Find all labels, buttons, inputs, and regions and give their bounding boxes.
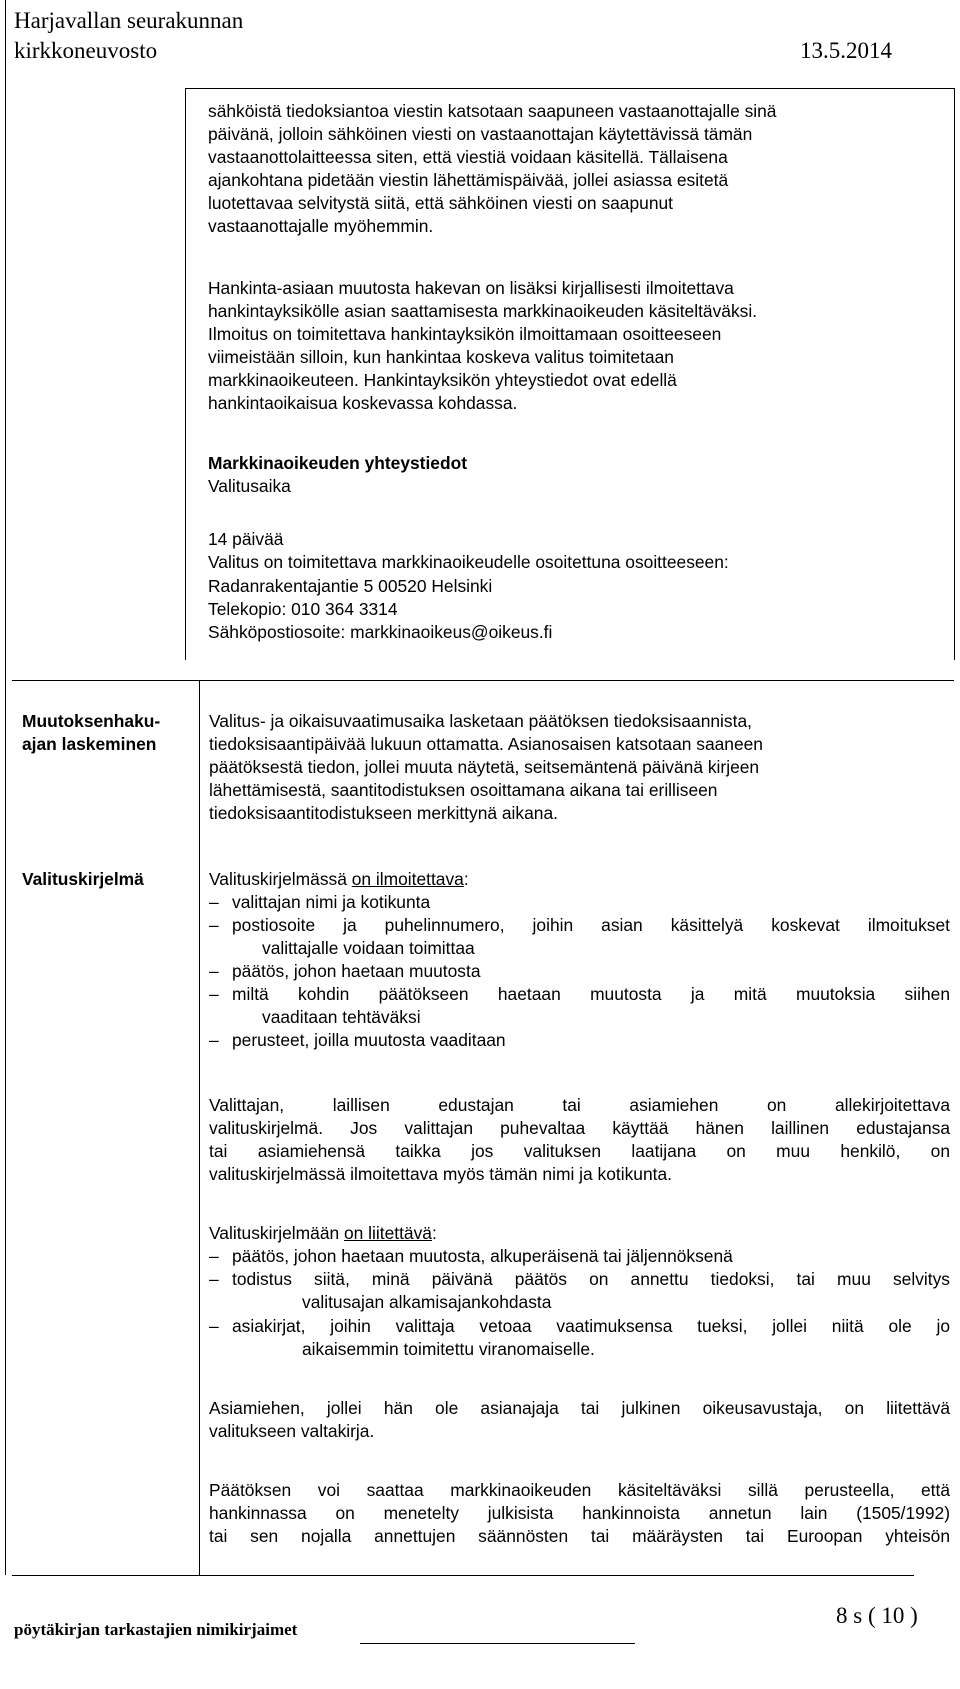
required-item-5: perusteet, joilla muutosta vaaditaan: [232, 1030, 506, 1050]
top-p2-line-4: viimeistään silloin, kun hankintaa koskeva valitus toimitetaan: [208, 347, 674, 367]
top-block-right-border: [954, 88, 955, 660]
bullet-dash: –: [209, 1246, 219, 1266]
valitusaika-days: 14 päivää: [208, 529, 284, 549]
attach-item-2-cont: valitusajan alkamisajankohdasta: [302, 1292, 552, 1312]
attach-intro-underlined: on liitettävä: [344, 1223, 432, 1243]
calc-line-1: Valitus- ja oikaisuvaatimusaika lasketaan päätöksen tiedoksisaannista,: [209, 711, 752, 731]
required-item-4: miltä kohdin päätökseen haetaan muutosta ja mitä muutoksia siihen: [232, 984, 950, 1004]
letter-intro: Valituskirjelmässä on ilmoitettava:: [209, 869, 469, 889]
top-p2-line-2: hankintayksikölle asian saattamisesta markkinaoikeuden käsiteltäväksi.: [208, 301, 758, 321]
section-divider-line: [12, 680, 954, 681]
market-para-line-2: hankinnassa on menetelty julkisista hankinnoista annetun lain (1505/1992): [209, 1503, 950, 1523]
sign-para-line-2: valituskirjelmä. Jos valittajan puhevaltaa käyttää hänen laillinen edustajansa: [209, 1118, 950, 1138]
top-p1-line-6: vastaanottajalle myöhemmin.: [208, 216, 434, 236]
header-organization: Harjavallan seurakunnan: [14, 8, 244, 33]
header-body: kirkkoneuvosto: [14, 38, 158, 63]
calc-line-5: tiedoksisaantitodistukseen merkittynä aikana.: [209, 803, 558, 823]
bullet-dash: –: [209, 1316, 219, 1336]
court-fax: Telekopio: 010 364 3314: [208, 599, 398, 619]
signature-line: [360, 1643, 635, 1644]
content-column-border: [199, 680, 200, 1575]
required-item-1: valittajan nimi ja kotikunta: [232, 892, 431, 912]
contact-heading: Markkinaoikeuden yhteystiedot: [208, 453, 467, 473]
court-email: Sähköpostiosoite: markkinaoikeus@oikeus.fi: [208, 622, 553, 642]
valitusaika-label: Valitusaika: [208, 476, 291, 496]
market-para-line-3: tai sen nojalla annettujen säännösten tai määräysten tai Euroopan yhteisön: [209, 1526, 950, 1546]
top-p1-line-3: vastaanottolaitteessa siten, että viestiä voidaan käsitellä. Tällaisena: [208, 147, 728, 167]
letter-section-label: Valituskirjelmä: [22, 869, 144, 889]
sign-para-line-4: valituskirjelmässä ilmoitettava myös tämän nimi ja kotikunta.: [209, 1164, 672, 1184]
signatures-label: pöytäkirjan tarkastajien nimikirjaimet: [14, 1620, 298, 1639]
top-p2-line-3: Ilmoitus on toimitettava hankintayksikön ilmoittamaan osoitteeseen: [208, 324, 722, 344]
top-p1-line-1: sähköistä tiedoksiantoa viestin katsotaan saapuneen vastaanottajalle sinä: [208, 101, 777, 121]
bullet-dash: –: [209, 961, 219, 981]
calc-section-label-2: ajan laskeminen: [22, 734, 157, 754]
calc-line-3: päätöksestä tiedon, jollei muuta näytetä, seitsemäntenä päivänä kirjeen: [209, 757, 760, 777]
top-p2-line-6: hankintaoikaisua koskevassa kohdassa.: [208, 393, 518, 413]
left-page-border: [5, 0, 6, 1575]
market-para-line-1: Päätöksen voi saattaa markkinaoikeuden käsiteltäväksi sillä perusteella, että: [209, 1480, 950, 1500]
top-p2-line-1: Hankinta-asiaan muutosta hakevan on lisäksi kirjallisesti ilmoitettava: [208, 278, 734, 298]
header-date: 13.5.2014: [800, 38, 892, 63]
letter-intro-underlined: on ilmoitettava: [351, 869, 464, 889]
bullet-dash: –: [209, 915, 219, 935]
proxy-para-line-1: Asiamiehen, jollei hän ole asianajaja tai julkinen oikeusavustaja, on liitettävä: [209, 1398, 950, 1418]
attach-item-2: todistus siitä, minä päivänä päätös on annettu tiedoksi, tai muu selvitys: [232, 1269, 950, 1289]
top-p1-line-5: luotettavaa selvitystä siitä, että sähköinen viesti on saapunut: [208, 193, 673, 213]
attach-intro: Valituskirjelmään on liitettävä:: [209, 1223, 437, 1243]
bullet-dash: –: [209, 892, 219, 912]
top-block-left-border: [185, 88, 186, 660]
required-item-2-cont: valittajalle voidaan toimittaa: [262, 938, 475, 958]
attach-item-3: asiakirjat, joihin valittaja vetoaa vaatimuksensa tueksi, jollei niitä ole jo: [232, 1316, 950, 1336]
bullet-dash: –: [209, 1030, 219, 1050]
attach-item-3-cont: aikaisemmin toimitettu viranomaiselle.: [302, 1339, 595, 1359]
bullet-dash: –: [209, 1269, 219, 1289]
calc-line-2: tiedoksisaantipäivää lukuun ottamatta. Asianosaisen katsotaan saaneen: [209, 734, 763, 754]
required-item-4-cont: vaaditaan tehtäväksi: [262, 1007, 421, 1027]
top-p1-line-4: ajankohtana pidetään viestin lähettämispäivää, jollei asiassa esitetä: [208, 170, 729, 190]
top-p1-line-2: päivänä, jolloin sähköinen viesti on vastaanottajan käytettävissä tämän: [208, 124, 753, 144]
court-address: Radanrakentajantie 5 00520 Helsinki: [208, 576, 493, 596]
footer-rule: [12, 1575, 914, 1576]
required-item-3: päätös, johon haetaan muutosta: [232, 961, 481, 981]
sign-para-line-3: tai asiamiehensä taikka jos valituksen laatijana on muu henkilö, on: [209, 1141, 950, 1161]
page-number: 8 s ( 10 ): [836, 1603, 918, 1628]
required-item-2: postiosoite ja puhelinnumero, joihin asian käsittelyä koskevat ilmoitukset: [232, 915, 950, 935]
bullet-dash: –: [209, 984, 219, 1004]
calc-line-4: lähettämisestä, saantitodistuksen osoittamana aikana tai erilliseen: [209, 780, 718, 800]
sign-para-line-1: Valittajan, laillisen edustajan tai asiamiehen on allekirjoitettava: [209, 1095, 950, 1115]
calc-section-label-1: Muutoksenhaku-: [22, 711, 161, 731]
address-intro: Valitus on toimitettava markkinaoikeudelle osoitettuna osoitteeseen:: [208, 552, 729, 572]
proxy-para-line-2: valitukseen valtakirja.: [209, 1421, 375, 1441]
top-block-top-border: [185, 88, 955, 89]
top-p2-line-5: markkinaoikeuteen. Hankintayksikön yhteystiedot ovat edellä: [208, 370, 677, 390]
attach-item-1: päätös, johon haetaan muutosta, alkuperäisenä tai jäljennöksenä: [232, 1246, 733, 1266]
